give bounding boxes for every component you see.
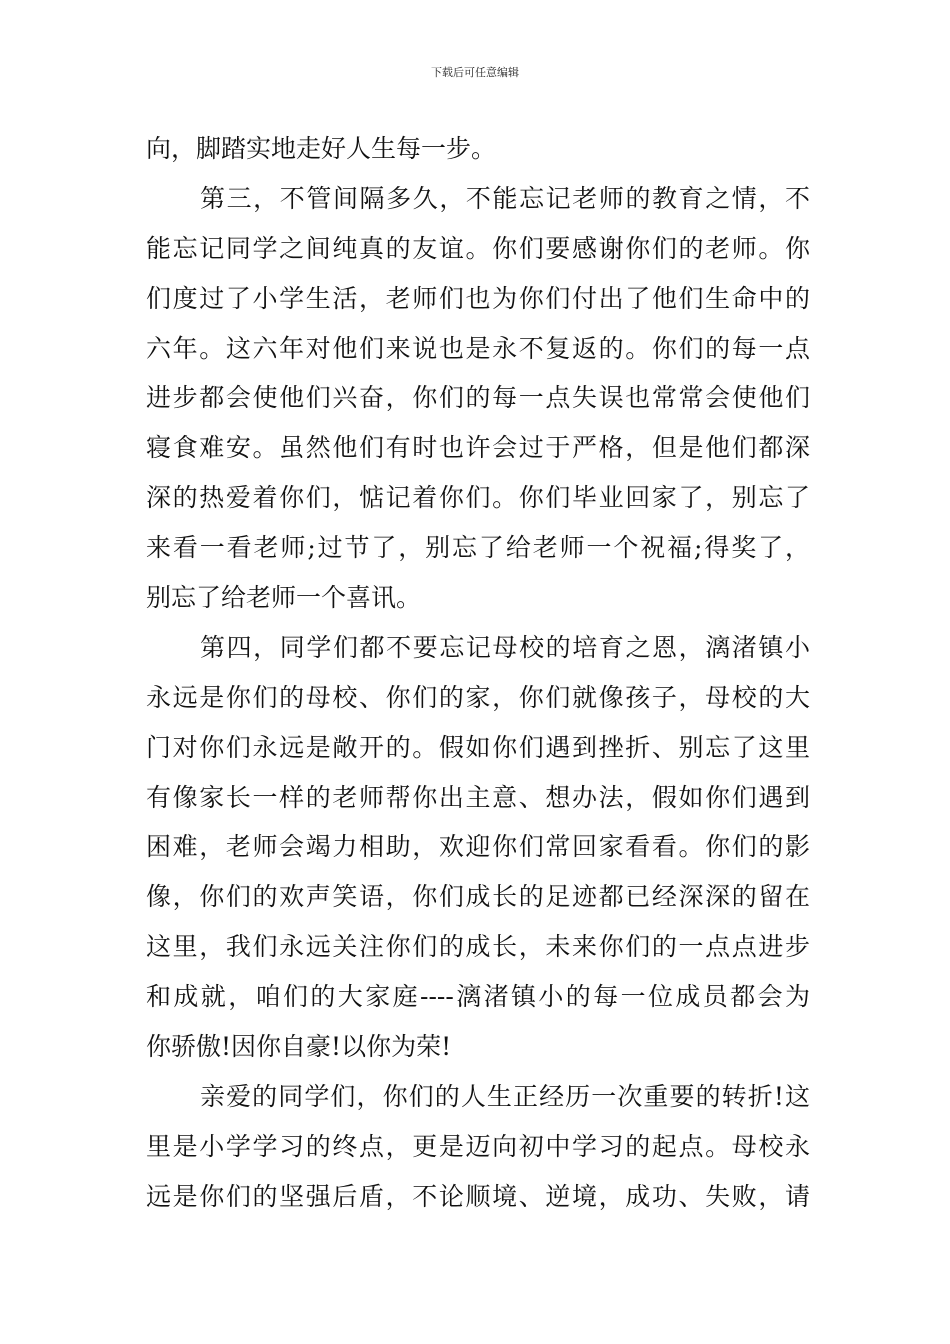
text-line: 你骄傲!因你自豪!以你为荣!: [146, 1032, 452, 1062]
text-line: 像，你们的欢声笑语，你们成长的足迹都已经深深的留在: [146, 882, 810, 912]
text-line: 第四，同学们都不要忘记母校的培育之恩，漓渚镇小: [200, 632, 810, 662]
text-line: 亲爱的同学们，你们的人生正经历一次重要的转折!这: [200, 1081, 810, 1111]
text-line: 这里，我们永远关注你们的成长，未来你们的一点点进步: [146, 932, 810, 962]
text-line: 第三，不管间隔多久，不能忘记老师的教育之情，不: [200, 183, 810, 213]
text-line: 能忘记同学之间纯真的友谊。你们要感谢你们的老师。你: [146, 233, 810, 263]
text-line: 远是你们的坚强后盾，不论顺境、逆境，成功、失败，请: [146, 1181, 810, 1211]
text-line: 寝食难安。虽然他们有时也许会过于严格，但是他们都深: [146, 433, 810, 463]
text-line: 永远是你们的母校、你们的家，你们就像孩子，母校的大: [146, 682, 810, 712]
text-line: 和成就，咱们的大家庭----漓渚镇小的每一位成员都会为: [146, 982, 810, 1012]
text-line: 们度过了小学生活，老师们也为你们付出了他们生命中的: [146, 283, 810, 313]
text-line: 有像家长一样的老师帮你出主意、想办法，假如你们遇到: [146, 782, 810, 812]
text-line: 困难，老师会竭力相助，欢迎你们常回家看看。你们的影: [146, 832, 810, 862]
text-line: 别忘了给老师一个喜讯。: [146, 583, 422, 613]
text-line: 门对你们永远是敞开的。假如你们遇到挫折、别忘了这里: [146, 732, 810, 762]
text-line: 里是小学学习的终点，更是迈向初中学习的起点。母校永: [146, 1131, 810, 1161]
text-line: 深的热爱着你们，惦记着你们。你们毕业回家了，别忘了: [146, 483, 810, 513]
document-body: [146, 124, 810, 1222]
text-line: 六年。这六年对他们来说也是永不复返的。你们的每一点: [146, 333, 810, 363]
text-line: 进步都会使他们兴奋，你们的每一点失误也常常会使他们: [146, 383, 810, 413]
text-line: 向，脚踏实地走好人生每一步。: [146, 134, 497, 163]
page-header: 下载后可任意编辑: [431, 66, 519, 79]
text-line: 来看一看老师;过节了，别忘了给老师一个祝福;得奖了，: [146, 533, 810, 563]
